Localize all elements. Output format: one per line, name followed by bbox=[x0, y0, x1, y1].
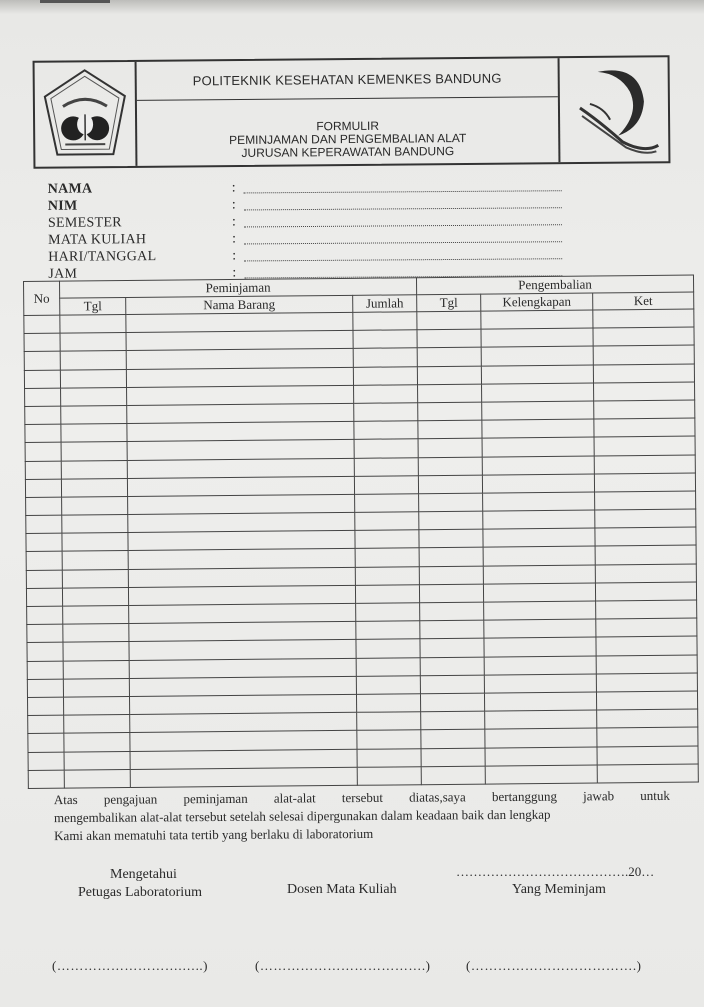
statement-paragraph bbox=[54, 787, 670, 845]
table-cell[interactable] bbox=[421, 766, 485, 785]
table-cell[interactable] bbox=[593, 364, 694, 383]
table-cell[interactable] bbox=[595, 545, 696, 564]
table-cell[interactable] bbox=[27, 606, 63, 625]
table-cell[interactable] bbox=[596, 636, 697, 655]
table-cell[interactable] bbox=[482, 437, 594, 456]
table-cell[interactable] bbox=[484, 656, 596, 675]
table-cell[interactable] bbox=[595, 564, 696, 583]
table-cell[interactable] bbox=[594, 455, 695, 474]
table-cell[interactable] bbox=[26, 570, 62, 589]
table-cell[interactable] bbox=[483, 565, 595, 584]
form-header bbox=[33, 55, 671, 169]
table-cell[interactable] bbox=[485, 747, 597, 766]
table-cell[interactable] bbox=[357, 766, 421, 785]
table-cell[interactable] bbox=[354, 457, 418, 476]
table-cell[interactable] bbox=[421, 748, 485, 767]
table-cell[interactable] bbox=[354, 384, 418, 403]
table-cell[interactable] bbox=[595, 582, 696, 601]
table-cell[interactable] bbox=[356, 603, 420, 622]
table-cell[interactable] bbox=[355, 548, 419, 567]
table-cell[interactable] bbox=[63, 696, 129, 715]
table-cell[interactable] bbox=[484, 601, 596, 620]
table-cell[interactable] bbox=[356, 675, 420, 694]
table-cell[interactable] bbox=[597, 746, 698, 765]
table-cell[interactable] bbox=[354, 421, 418, 440]
form-title: PEMINJAMAN DAN PENGEMBALIAN ALAT bbox=[229, 130, 467, 148]
header-tgl-kembali: Tgl bbox=[417, 294, 481, 312]
table-cell[interactable] bbox=[597, 727, 698, 746]
table-cell[interactable] bbox=[129, 622, 356, 642]
header-peminjaman: Peminjaman bbox=[60, 278, 417, 298]
pentagon-logo-icon bbox=[35, 62, 136, 167]
table-cell[interactable] bbox=[421, 711, 485, 730]
table-cell[interactable] bbox=[128, 494, 355, 514]
table-cell[interactable] bbox=[355, 566, 419, 585]
field-colon: : bbox=[232, 265, 237, 281]
field-colon: : bbox=[232, 231, 236, 247]
table-cell[interactable] bbox=[593, 327, 694, 346]
table-cell[interactable] bbox=[128, 512, 355, 532]
table-cell[interactable] bbox=[25, 461, 61, 480]
table-cell[interactable] bbox=[24, 315, 60, 334]
table-cell[interactable] bbox=[60, 369, 126, 388]
table-cell[interactable] bbox=[597, 709, 698, 728]
table-cell[interactable] bbox=[353, 348, 417, 367]
field-colon: : bbox=[232, 248, 237, 264]
table-cell[interactable] bbox=[417, 329, 481, 348]
table-cell[interactable] bbox=[420, 657, 484, 676]
table-cell[interactable] bbox=[130, 731, 357, 751]
table-cell[interactable] bbox=[63, 624, 129, 643]
table-cell[interactable] bbox=[127, 476, 354, 496]
table-cell[interactable] bbox=[594, 382, 695, 401]
table-cell[interactable] bbox=[420, 693, 484, 712]
table-cell[interactable] bbox=[63, 642, 129, 661]
table-cell[interactable] bbox=[485, 728, 597, 747]
table-cell[interactable] bbox=[594, 418, 695, 437]
poltekkes-logo bbox=[35, 62, 138, 167]
table-cell[interactable] bbox=[127, 385, 354, 405]
table-cell[interactable] bbox=[485, 765, 597, 784]
table-cell[interactable] bbox=[420, 638, 484, 657]
table-cell[interactable] bbox=[61, 442, 127, 461]
table-cell[interactable] bbox=[417, 366, 481, 385]
table-cell[interactable] bbox=[61, 405, 127, 424]
table-cell[interactable] bbox=[25, 388, 61, 407]
table-cell[interactable] bbox=[355, 585, 419, 604]
table-cell[interactable] bbox=[595, 527, 696, 546]
table-cell[interactable] bbox=[483, 528, 595, 547]
table-cell[interactable] bbox=[596, 618, 697, 637]
table-cell[interactable] bbox=[60, 333, 126, 352]
signature-line-peminjam[interactable]: (……………………………….) bbox=[466, 958, 642, 973]
header-pengembalian: Pengembalian bbox=[416, 275, 693, 295]
table-cell[interactable] bbox=[419, 529, 483, 548]
table-cell[interactable] bbox=[63, 678, 129, 697]
table-cell[interactable] bbox=[24, 352, 60, 371]
table-cell[interactable] bbox=[24, 370, 60, 389]
table-cell[interactable] bbox=[420, 675, 484, 694]
table-cell[interactable] bbox=[484, 637, 596, 656]
table-cell[interactable] bbox=[483, 583, 595, 602]
table-cell[interactable] bbox=[28, 715, 64, 734]
form-title-block bbox=[137, 98, 559, 166]
table-cell[interactable] bbox=[27, 643, 63, 662]
table-cell[interactable] bbox=[61, 387, 127, 406]
table-cell[interactable] bbox=[62, 515, 128, 534]
table-cell[interactable] bbox=[481, 365, 593, 384]
table-cell[interactable] bbox=[62, 551, 128, 570]
header-no: No bbox=[24, 281, 60, 315]
header-ket: Ket bbox=[593, 292, 694, 310]
field-fill-line[interactable] bbox=[244, 229, 562, 244]
table-cell[interactable] bbox=[482, 456, 594, 475]
crescent-logo-icon bbox=[560, 57, 669, 162]
mengetahui-label: Mengetahui bbox=[110, 867, 177, 882]
table-cell[interactable] bbox=[353, 312, 417, 331]
table-cell[interactable] bbox=[418, 457, 482, 476]
table-cell[interactable] bbox=[418, 402, 482, 421]
field-fill-line[interactable] bbox=[244, 246, 562, 261]
table-cell[interactable] bbox=[129, 640, 356, 660]
table-cell[interactable] bbox=[62, 533, 128, 552]
table-cell[interactable] bbox=[128, 549, 355, 569]
table-cell[interactable] bbox=[482, 401, 594, 420]
table-cell[interactable] bbox=[418, 420, 482, 439]
field-label: NAMA bbox=[47, 181, 93, 197]
statement-line: mengembalikan alat-alat tersebut setelah selesai dipergunakan dalam keadaan baik dan lengkap bbox=[53, 806, 551, 826]
table-cell[interactable] bbox=[353, 330, 417, 349]
table-cell[interactable] bbox=[483, 510, 595, 529]
table-cell[interactable] bbox=[356, 694, 420, 713]
field-colon: : bbox=[231, 214, 236, 230]
table-cell[interactable] bbox=[26, 497, 62, 516]
table-cell[interactable] bbox=[357, 712, 421, 731]
table-cell[interactable] bbox=[482, 383, 594, 402]
field-label: NIM bbox=[47, 198, 78, 214]
table-cell[interactable] bbox=[24, 333, 60, 352]
field-fill-line[interactable] bbox=[244, 212, 562, 227]
table-cell[interactable] bbox=[128, 585, 355, 605]
table-cell[interactable] bbox=[420, 602, 484, 621]
field-colon: : bbox=[231, 180, 236, 196]
table-cell[interactable] bbox=[127, 458, 354, 478]
table-cell[interactable] bbox=[28, 752, 64, 771]
table-cell[interactable] bbox=[481, 328, 593, 347]
dosen-label: Dosen Mata Kuliah bbox=[287, 882, 397, 897]
table-cell[interactable] bbox=[484, 692, 596, 711]
table-cell[interactable] bbox=[127, 421, 354, 441]
table-cell[interactable] bbox=[357, 730, 421, 749]
table-cell[interactable] bbox=[26, 533, 62, 552]
table-cell[interactable] bbox=[25, 406, 61, 425]
table-cell[interactable] bbox=[129, 694, 356, 714]
table-cell[interactable] bbox=[356, 639, 420, 658]
header-jumlah: Jumlah bbox=[353, 295, 417, 313]
table-cell[interactable] bbox=[64, 715, 130, 734]
table-cell[interactable] bbox=[354, 475, 418, 494]
table-cell[interactable] bbox=[62, 587, 128, 606]
peminjam-label: Yang Meminjam bbox=[512, 882, 606, 897]
table-cell[interactable] bbox=[60, 351, 126, 370]
table-cell[interactable] bbox=[419, 584, 483, 603]
header-kelengkapan: Kelengkapan bbox=[481, 293, 593, 311]
field-label: MATA KULIAH bbox=[48, 232, 147, 248]
table-cell[interactable] bbox=[418, 438, 482, 457]
table-cell[interactable] bbox=[128, 531, 355, 551]
signature-line-dosen[interactable]: (……………………………….) bbox=[255, 958, 431, 973]
table-cell[interactable] bbox=[356, 657, 420, 676]
statement-line: Kami akan mematuhi tata tertib yang berlaku di laboratorium bbox=[54, 825, 374, 844]
table-cell[interactable] bbox=[130, 767, 357, 787]
table-cell[interactable] bbox=[593, 345, 694, 364]
table-cell[interactable] bbox=[25, 442, 61, 461]
table-cell[interactable] bbox=[596, 655, 697, 674]
scan-mark bbox=[40, 0, 110, 3]
table-cell[interactable] bbox=[481, 346, 593, 365]
field-label: SEMESTER bbox=[47, 215, 122, 231]
table-cell[interactable] bbox=[126, 349, 353, 369]
table-cell[interactable] bbox=[26, 515, 62, 534]
table-cell[interactable] bbox=[126, 312, 353, 332]
table-cell[interactable] bbox=[64, 769, 130, 788]
table-cell[interactable] bbox=[481, 310, 593, 329]
table-cell[interactable] bbox=[355, 494, 419, 513]
table-cell[interactable] bbox=[596, 673, 697, 692]
table-cell[interactable] bbox=[419, 566, 483, 585]
table-cell[interactable] bbox=[26, 552, 62, 571]
table-cell[interactable] bbox=[28, 770, 64, 789]
table-cell[interactable] bbox=[354, 403, 418, 422]
table-cell[interactable] bbox=[129, 676, 356, 696]
table-cell[interactable] bbox=[484, 674, 596, 693]
table-cell[interactable] bbox=[25, 479, 61, 498]
table-cell[interactable] bbox=[596, 600, 697, 619]
table-cell[interactable] bbox=[596, 691, 697, 710]
table-cell[interactable] bbox=[593, 309, 694, 328]
table-cell[interactable] bbox=[126, 331, 353, 351]
table-cell[interactable] bbox=[419, 511, 483, 530]
table-cell[interactable] bbox=[594, 473, 695, 492]
table-cell[interactable] bbox=[130, 712, 357, 732]
header-nama-barang: Nama Barang bbox=[126, 295, 353, 314]
table-cell[interactable] bbox=[61, 424, 127, 443]
table-cell[interactable] bbox=[62, 496, 128, 515]
table-cell[interactable] bbox=[595, 491, 696, 510]
table-cell[interactable] bbox=[421, 729, 485, 748]
identity-fields bbox=[48, 178, 569, 284]
field-fill-line[interactable] bbox=[244, 195, 562, 210]
field-label: HARI/TANGGAL bbox=[48, 249, 157, 265]
table-cell[interactable] bbox=[597, 764, 698, 783]
table-cell[interactable] bbox=[61, 478, 127, 497]
institution-name: POLITEKNIK KESEHATAN KEMENKES BANDUNG bbox=[137, 58, 558, 101]
table-cell[interactable] bbox=[27, 624, 63, 643]
table-body bbox=[24, 309, 699, 788]
table-cell[interactable] bbox=[27, 697, 63, 716]
table-cell[interactable] bbox=[353, 366, 417, 385]
table-cell[interactable] bbox=[129, 658, 356, 678]
table-cell[interactable] bbox=[25, 424, 61, 443]
table-cell[interactable] bbox=[28, 733, 64, 752]
table-cell[interactable] bbox=[63, 660, 129, 679]
table-cell[interactable] bbox=[594, 436, 695, 455]
table-cell[interactable] bbox=[129, 603, 356, 623]
table-cell[interactable] bbox=[27, 661, 63, 680]
table-cell[interactable] bbox=[26, 588, 62, 607]
table-cell[interactable] bbox=[60, 315, 126, 334]
table-cell[interactable] bbox=[484, 619, 596, 638]
table-cell[interactable] bbox=[61, 460, 127, 479]
table-cell[interactable] bbox=[485, 710, 597, 729]
table-cell[interactable] bbox=[126, 367, 353, 387]
table-cell[interactable] bbox=[355, 512, 419, 531]
table-cell[interactable] bbox=[417, 311, 481, 330]
table-cell[interactable] bbox=[128, 567, 355, 587]
table-cell[interactable] bbox=[356, 621, 420, 640]
table-cell[interactable] bbox=[483, 492, 595, 511]
table-cell[interactable] bbox=[417, 347, 481, 366]
table-cell[interactable] bbox=[62, 569, 128, 588]
signature-line-petugas[interactable]: (……………………….…..) bbox=[52, 958, 208, 973]
table-cell[interactable] bbox=[27, 679, 63, 698]
table-cell[interactable] bbox=[418, 384, 482, 403]
table-cell[interactable] bbox=[482, 419, 594, 438]
kemenkes-logo bbox=[558, 57, 669, 162]
table-cell[interactable] bbox=[595, 509, 696, 528]
table-cell[interactable] bbox=[594, 400, 695, 419]
table-cell[interactable] bbox=[418, 475, 482, 494]
header-tgl-pinjam: Tgl bbox=[60, 298, 126, 316]
petugas-lab-label: Petugas Laboratorium bbox=[78, 885, 203, 900]
table-cell[interactable] bbox=[127, 440, 354, 460]
table-cell[interactable] bbox=[420, 620, 484, 639]
table-cell[interactable] bbox=[419, 548, 483, 567]
table-cell[interactable] bbox=[63, 606, 129, 625]
statement-line: Atas pengajuan peminjaman alat-alat tersebut diatas,saya bertanggung jawab untuk bbox=[53, 787, 670, 808]
table-cell[interactable] bbox=[64, 751, 130, 770]
table-cell[interactable] bbox=[127, 403, 354, 423]
table-cell[interactable] bbox=[419, 493, 483, 512]
table-cell[interactable] bbox=[482, 474, 594, 493]
table-cell[interactable] bbox=[355, 530, 419, 549]
date-line[interactable]: ………………………………….20… bbox=[456, 864, 655, 879]
formulir-label: FORMULIR bbox=[316, 118, 380, 134]
table-cell[interactable] bbox=[354, 439, 418, 458]
loan-table bbox=[23, 275, 698, 789]
field-fill-line[interactable] bbox=[244, 178, 562, 193]
field-colon: : bbox=[231, 197, 236, 213]
table-cell[interactable] bbox=[483, 546, 595, 565]
table-cell[interactable] bbox=[64, 733, 130, 752]
table-cell[interactable] bbox=[357, 748, 421, 767]
table-cell[interactable] bbox=[130, 749, 357, 769]
department-name: JURUSAN KEPERAWATAN BANDUNG bbox=[241, 144, 455, 160]
field-label: JAM bbox=[48, 266, 78, 282]
